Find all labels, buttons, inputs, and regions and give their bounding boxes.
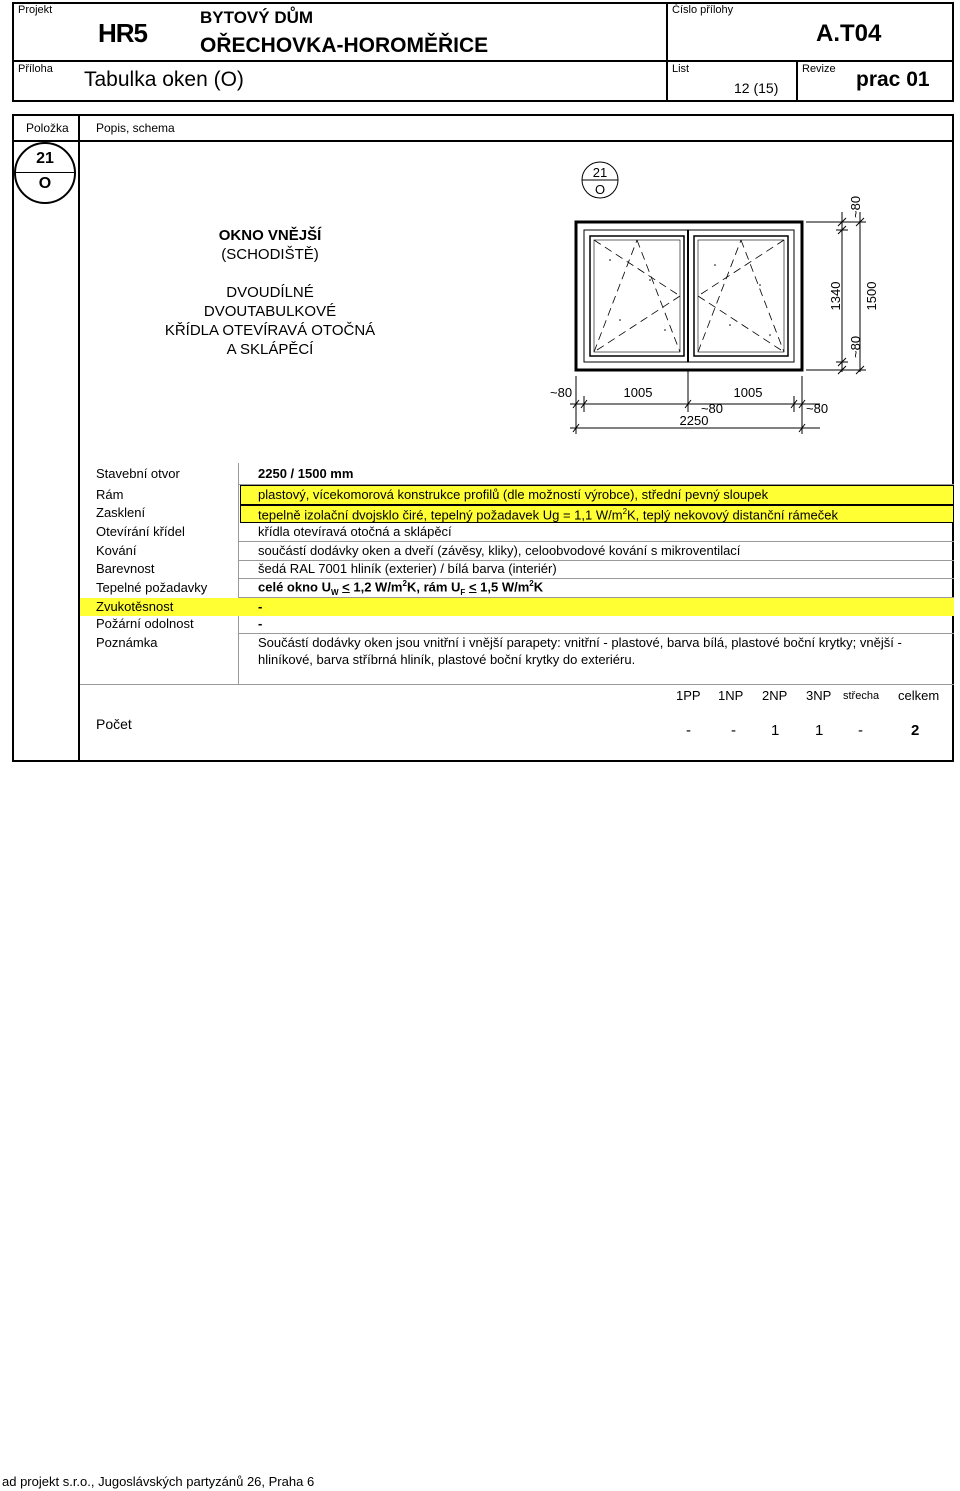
list-value: 12 (15)	[734, 80, 779, 96]
tepelne-label: Tepelné požadavky	[96, 580, 208, 595]
pozarni-value: -	[258, 616, 263, 631]
count-value-celkem: 2	[911, 722, 920, 739]
drawing-tag-number: 21	[592, 165, 608, 180]
tepelne-value: celé okno $U_W < 1,2$ $W/m^2K$, rám $U_F < 1,5$ $W/m^2K$	[258, 579, 544, 597]
count-value-1pp: -	[686, 722, 691, 739]
count-header-2np: 2NP	[762, 688, 788, 703]
count-label: Počet	[96, 716, 132, 732]
poznamka-label: Poznámka	[96, 635, 158, 650]
dim-total-width: 2250	[679, 413, 709, 428]
stavebni-otvor-label: Stavební otvor	[96, 466, 180, 481]
description-line-4: DVOUDÍLNÉ	[226, 284, 314, 301]
dim-inner-height: 1340	[828, 281, 843, 311]
count-header-celkem: celkem	[898, 688, 940, 703]
col-popis-header: Popis, schema	[96, 121, 175, 135]
row-line-8	[238, 633, 954, 634]
priloha-label: Příloha	[18, 63, 53, 75]
row-line-3	[238, 541, 954, 542]
barevnost-value: šedá RAL 7001 hliník (exterier) / bílá barva (interiér)	[258, 561, 557, 576]
dim-left: ~80	[550, 385, 573, 400]
dim-width-2: 1005	[733, 385, 763, 400]
count-value-2np: 1	[771, 722, 780, 739]
description-line-5: DVOUTABULKOVÉ	[203, 303, 337, 320]
dim-top: ~80	[848, 195, 863, 218]
item-description	[120, 226, 420, 359]
poznamka-line-2: hliníkové, barva stříbrná hliník, plastové boční krytky do exteriéru.	[258, 652, 636, 667]
ram-value: plastový, vícekomorová konstrukce profilů (dle možností výrobce), střední pevný sloupek	[258, 487, 769, 502]
cislo-prilohy-value: A.T04	[816, 20, 882, 47]
dim-total-height: 1500	[864, 281, 879, 311]
item-number: 21	[36, 150, 54, 167]
dim-right: ~80	[806, 401, 829, 416]
description-line-3	[120, 264, 420, 283]
zvukotesnost-row-highlight	[80, 598, 954, 616]
item-tag-divider	[16, 172, 74, 173]
count-header-strecha: střecha	[843, 690, 880, 702]
otevirani-value: křídla otevíravá otočná a sklápěcí	[258, 524, 452, 539]
revize-label: Revize	[802, 63, 836, 75]
dim-bottom: ~80	[848, 335, 863, 358]
header-divider-v2	[796, 60, 798, 102]
count-value-1np: -	[731, 722, 736, 739]
stavebni-otvor-value: 2250 / 1500 mm	[258, 466, 354, 481]
pozarni-label: Požární odolnost	[96, 616, 194, 631]
description-line-1: OKNO VNĚJŠÍ	[218, 227, 322, 244]
properties-divider-v	[238, 463, 239, 685]
item-type: O	[38, 175, 52, 192]
table-col-divider	[78, 114, 80, 762]
revize-value: prac 01	[856, 68, 930, 91]
count-header-3np: 3NP	[806, 688, 832, 703]
building-name-line1: BYTOVÝ DŮM	[200, 8, 314, 27]
header-divider-v	[666, 2, 668, 102]
dim-width-1: 1005	[623, 385, 653, 400]
description-line-6: KŘÍDLA OTEVÍRAVÁ OTOČNÁ	[164, 322, 376, 339]
footer-text: ad projekt s.r.o., Jugoslávských partyzánů 26, Praha 6	[2, 1474, 315, 1489]
table-header-divider	[12, 140, 954, 142]
count-value-strecha: -	[858, 722, 863, 739]
zaskleni-label: Zasklení	[96, 505, 146, 520]
description-line-7: A SKLÁPĚCÍ	[226, 341, 314, 358]
otevirani-label: Otevírání křídel	[96, 524, 185, 539]
window-schema-drawing	[540, 160, 900, 440]
projekt-code: HR5	[98, 18, 148, 48]
kovani-label: Kování	[96, 543, 137, 558]
count-header-1np: 1NP	[718, 688, 744, 703]
cislo-prilohy-label: Číslo přílohy	[672, 4, 734, 16]
count-value-3np: 1	[815, 722, 824, 739]
header-divider-h	[12, 60, 954, 62]
list-label: List	[672, 63, 690, 75]
col-polozka-header: Položka	[26, 121, 69, 135]
ram-label: Rám	[96, 487, 124, 502]
zaskleni-value: tepelně izolační dvojsklo čiré, tepelný požadavek Ug = 1,1 $W/m^2K$, teplý nekovový distanční rámeček	[258, 507, 839, 523]
zvukotesnost-value: -	[258, 599, 263, 614]
description-line-2: (SCHODIŠTĚ)	[221, 246, 319, 263]
priloha-value: Tabulka oken (O)	[84, 68, 244, 91]
count-divider	[80, 684, 954, 685]
poznamka-line-1: Součástí dodávky oken jsou vnitřní i vnější parapety: vnitřní - plastové, barva bílá, plastové boční krytky; vnější -	[258, 635, 902, 650]
projekt-label: Projekt	[18, 4, 53, 16]
drawing-tag-type: O	[594, 182, 606, 197]
count-header-1pp: 1PP	[676, 688, 701, 703]
dim-mid: ~80	[700, 401, 724, 416]
zvukotesnost-label: Zvukotěsnost	[96, 599, 174, 614]
barevnost-label: Barevnost	[96, 561, 155, 576]
kovani-value: součástí dodávky oken a dveří (závěsy, kliky), celoobvodové kování s mikroventilací	[258, 543, 741, 558]
building-name-line2: OŘECHOVKA-HOROMĚŘICE	[200, 34, 489, 57]
